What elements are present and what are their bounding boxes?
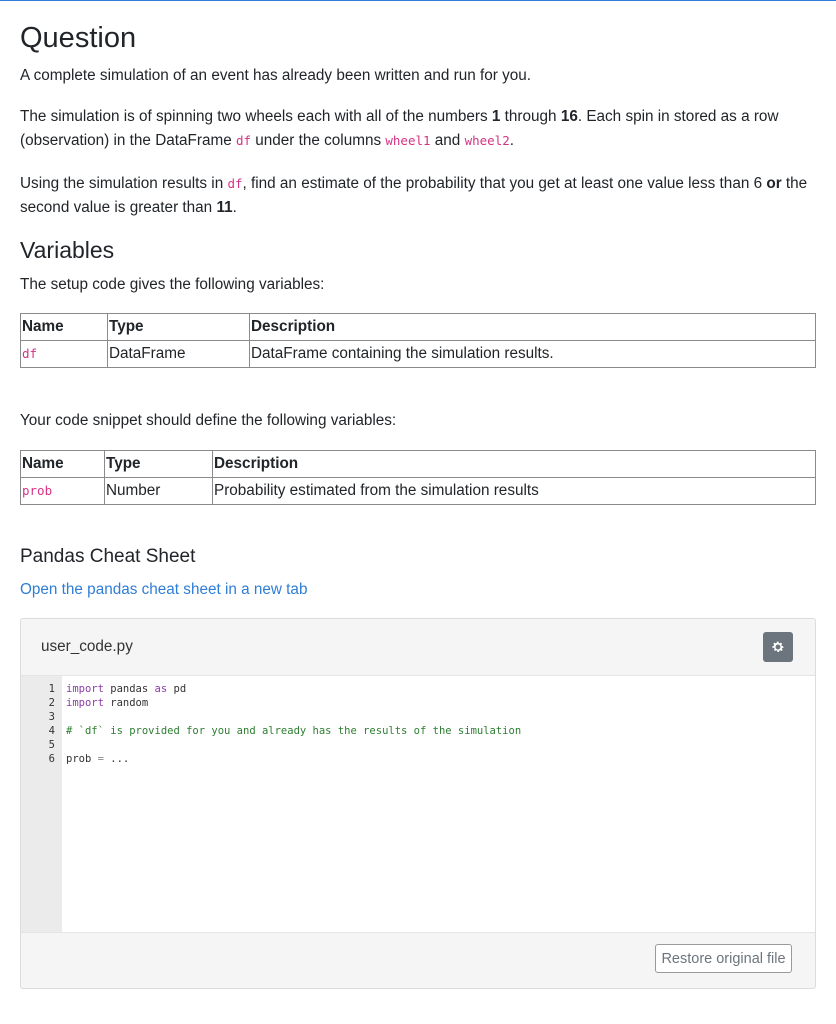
code-wheel1: wheel1 [385,133,431,148]
variable-name: prob [21,478,105,505]
define-variables-text: Your code snippet should define the following variables: [20,412,397,429]
line-number: 6 [48,753,55,765]
code-line-1: import pandas as pd [66,683,187,695]
cheat-sheet-paragraph [20,578,810,602]
line-number: 1 [48,683,55,695]
line-number: 5 [48,739,55,751]
code-df: df [227,176,243,191]
setup-variables-text: The setup code gives the following variables: [20,276,325,293]
variable-description: Probability estimated from the simulation results [213,478,816,505]
code-editor-panel [20,618,816,989]
variables-heading: Variables [20,237,115,263]
variable-description: DataFrame containing the simulation results. [250,341,816,368]
code-line-2: import random [66,697,149,709]
cheat-sheet-heading: Pandas Cheat Sheet [20,546,196,567]
table-row [21,478,816,505]
setup-variables-table [20,313,816,368]
variable-name: df [21,341,108,368]
line-number-gutter [21,676,62,932]
header-description: Description [213,451,816,478]
question-paragraph-simulation: The simulation is of spinning two wheels each with all of the numbers 1 through 16. Each spin in stored as a row (observation) in the DataFrame df under the columns wheel1 and wheel2. [20,108,779,149]
header-type: Type [108,314,250,341]
header-name: Name [21,314,108,341]
question-heading: Question [20,22,137,54]
define-variables-table [20,450,816,505]
variable-type: DataFrame [108,341,250,368]
table-header-row [21,314,816,341]
editor-filename: user_code.py [41,638,133,655]
question-paragraph-task: Using the simulation results in df, find an estimate of the probability that you get at least one value less than 6 or the second value is greater than 11. [20,175,808,216]
code-line-4: # `df` is provided for you and already has the results of the simulation [66,725,522,737]
question-intro: A complete simulation of an event has already been written and run for you. [20,67,532,84]
cheat-sheet-link[interactable]: Open the pandas cheat sheet in a new tab [20,581,308,598]
gear-icon [771,640,785,654]
code-df: df [235,133,252,148]
line-number: 3 [48,711,55,723]
editor-settings-button[interactable] [763,632,793,662]
code-line-6: prob = ... [66,753,130,765]
code-editor[interactable] [21,675,815,933]
header-name: Name [21,451,105,478]
variable-type: Number [105,478,213,505]
table-row [21,341,816,368]
header-type: Type [105,451,213,478]
restore-original-file-button[interactable]: Restore original file [655,944,792,973]
code-wheel2: wheel2 [464,133,510,148]
line-number: 2 [48,697,55,709]
top-accent-rule [0,0,836,1]
line-number: 4 [48,725,55,737]
table-header-row [21,451,816,478]
header-description: Description [250,314,816,341]
